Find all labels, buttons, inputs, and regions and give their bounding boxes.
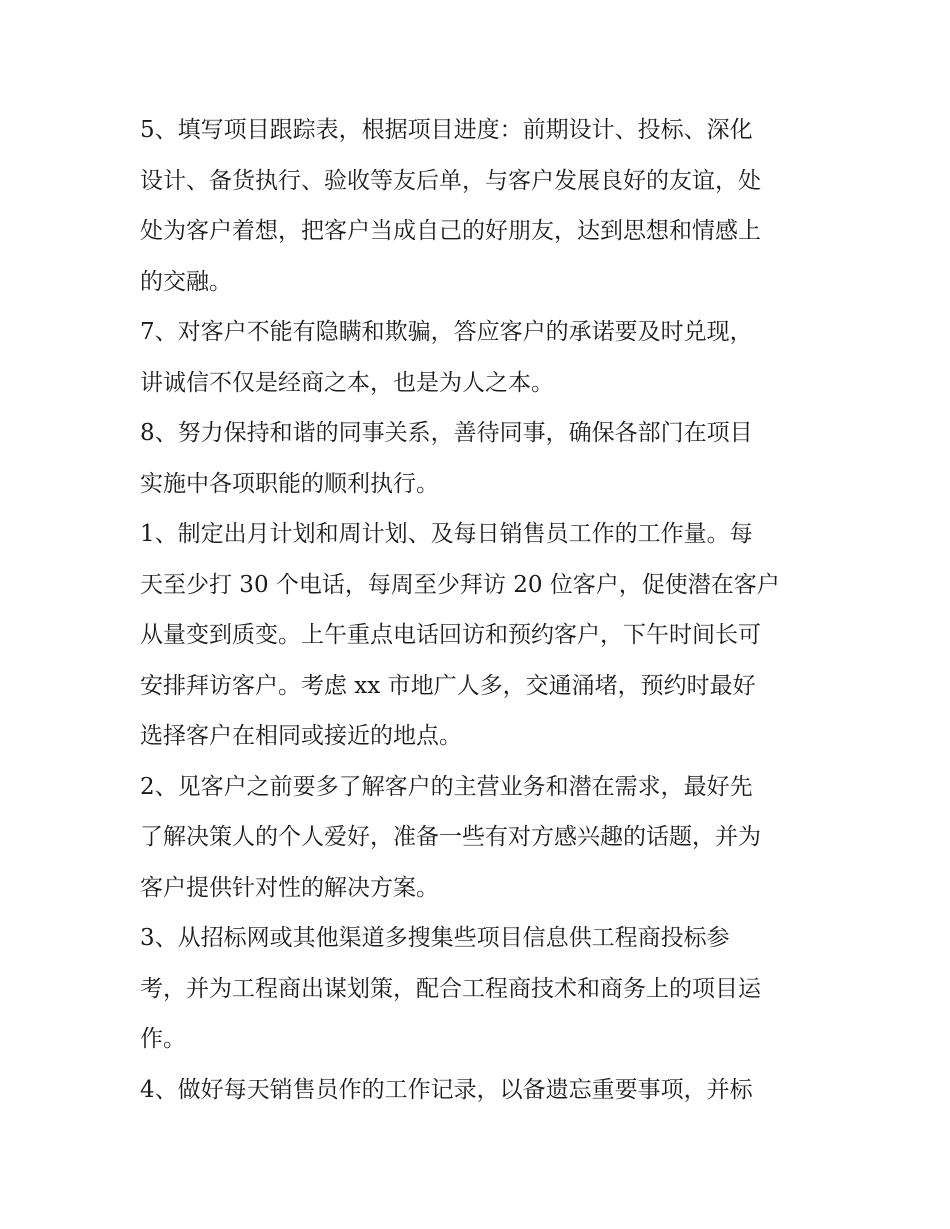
text-line: 天至少打 30 个电话，每周至少拜访 20 位客户，促使潜在客户: [140, 571, 780, 598]
text-line: 处为客户着想，把客户当成自己的好朋友，达到思想和情感上: [140, 218, 761, 244]
text-line: 3、从招标网或其他渠道多搜集些项目信息供工程商投标参: [140, 925, 730, 951]
text-line: 安排拜访客户。考虑 xx 市地广人多，交通涌堵，预约时最好: [140, 672, 756, 699]
text-line: 了解决策人的个人爱好，准备一些有对方感兴趣的话题，并为: [140, 824, 761, 850]
text-line: 设计、备货执行、验收等友后单，与客户发展良好的友谊，处: [140, 167, 761, 194]
text-line: 1、制定出月计划和周计划、及每日销售员工作的工作量。每: [140, 521, 753, 547]
text-line: 4、做好每天销售员作的工作记录，以备遗忘重要事项，并标: [140, 1076, 753, 1103]
text-line: 从量变到质变。上午重点电话回访和预约客户，下午时间长可: [140, 622, 761, 648]
text-line: 讲诚信不仅是经商之本，也是为人之本。: [140, 369, 554, 396]
text-line: 考，并为工程商出谋划策，配合工程商技术和商务上的项目运: [140, 975, 761, 1002]
text-line: 8、努力保持和谐的同事关系，善待同事，确保各部门在项目: [140, 420, 753, 446]
text-line: 选择客户在相同或接近的地点。: [140, 723, 462, 749]
text-line: 作。: [140, 1026, 186, 1052]
text-line: 实施中各项职能的顺利执行。: [140, 470, 439, 497]
text-line: 7、对客户不能有隐瞒和欺骗，答应客户的承诺要及时兑现，: [140, 319, 753, 345]
text-line: 客户提供针对性的解决方案。: [140, 874, 439, 901]
text-line: 5、填写项目跟踪表，根据项目进度：前期设计、投标、深化: [140, 117, 753, 143]
document-body: [140, 105, 820, 1115]
text-line: 的交融。: [140, 268, 232, 295]
text-line: 2、见客户之前要多了解客户的主营业务和潜在需求，最好先: [140, 773, 753, 800]
